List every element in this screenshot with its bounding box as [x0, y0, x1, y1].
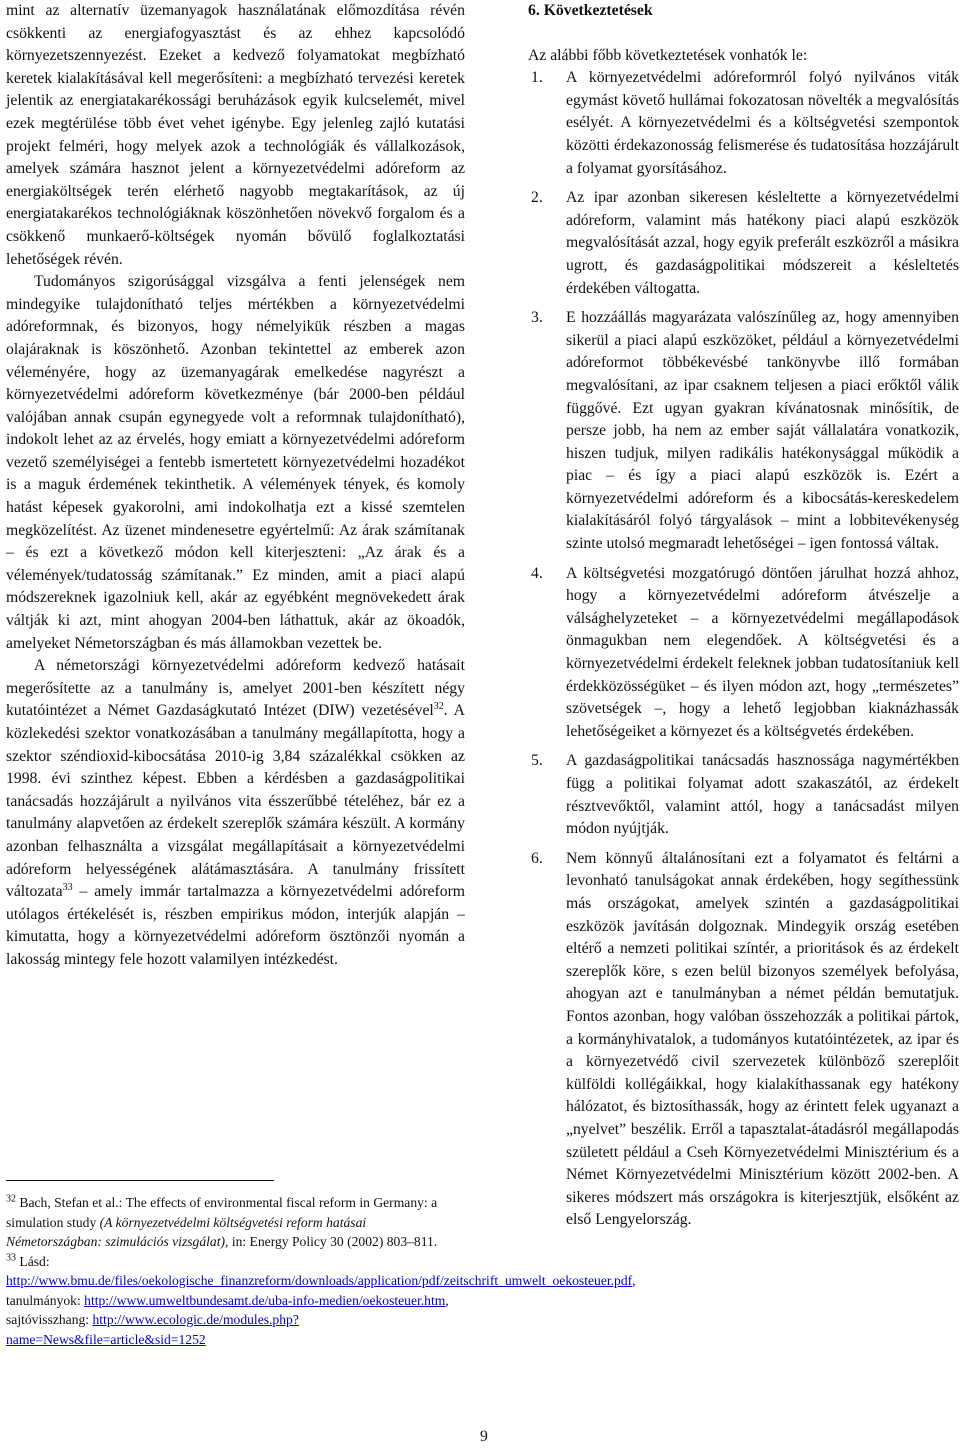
footnote-number: 33 — [6, 1251, 16, 1263]
list-item — [528, 307, 959, 556]
list-item — [528, 750, 959, 840]
list-number: 6. — [531, 849, 543, 867]
footnote-italic: (A környezetvédelmi költségvetési reform hatásai Németországban: szimulációs vizsgálat) — [6, 1214, 367, 1249]
footnote-33 — [6, 1251, 636, 1350]
list-item — [528, 67, 959, 180]
footnote-text: Bach, Stefan et al.: The effects of environmental fiscal reform in Germany: a simulation study — [6, 1195, 438, 1230]
body-paragraph: mint az alternatív üzemanyagok használatának előmozdítása révén csökkenti az energiafogyasztást és az ehhez kapcsolódó környezetszennyezést. Ezeket a kedvező folyamatokat megbízható keretek kialakításával kell megerősíteni: a megbízható tervezési keretek jelentik az energiatakarékossági beruházások egyik kulcselemét, mivel ezek megtérülése több évet vehet igénybe. Egy jelenleg zajló kutatási projekt felméri, hogy melyek azok a technológiák és vállalkozások, amelyek számára hasznot jelent a környezetvédelmi adóreform az energiaköltségek terén elérhető nagyobb megtakarítások, az új energiatakarékos technológiáknak köszönhetően növekvő forgalom és a csökkenő munkaerő-költségek nyomán bővülő foglalkoztatási lehetőségek révén. — [6, 2, 465, 268]
list-item-text: Az ipar azonban sikeresen késleltette a környezetvédelmi adóreform, valamint más hatékony piaci alapú eszközök megvalósítását azzal, hogy egyik preferált eszközről a másikra ugrott, és gazdaságpolitikai módszereit a késleltetés érdekében váltogatta. — [566, 189, 959, 297]
footnote-text: Lásd: — [16, 1253, 50, 1269]
paragraph-text: . A közlekedési szektor vonatkozásában a tanulmány megállapította, hogy a szektor széndioxid-kibocsátása 2010-ig 3,84 százalékkal csökken az 1998. évi szinthez képest. Ebben a kérdésben a gazdaságpolitikai tanácsadás hozzájárult a nyilvános vita ésszerűbbé tételéhez, bár ez a tanulmány alapvetően az érdekelt szereplők számára készült. A kormány azonban felhasználta a vizsgálat megállapításait a környezetvédelmi adóreform helyességének alátámasztására. A tanulmány frissített változata — [6, 702, 466, 901]
right-column — [528, 0, 959, 1239]
list-number: 3. — [531, 309, 543, 327]
footnote-divider — [6, 1180, 274, 1181]
paragraph-text: A németországi környezetvédelmi adóreform kedvező hatásait megerősítette az a tanulmány is, amelyet 2001-ben készített négy kutatóintézet a Német Gazdaságkutató Intézet (DIW) vezetésével — [6, 657, 465, 720]
footnote-text: , tanulmányok: — [6, 1273, 636, 1308]
list-item-text: A költségvetési mozgatórugó döntően járulhat hozzá ahhoz, hogy a környezetvédelmi adóreform átvészelje a válsághelyzeteket – a környezetvédelmi megállapodások önmagukban nem elegendőek. A költségvetési és a környezetvédelmi érdekelt feleknek jobban tudatosítaniuk kell érdekközösségüket – és ilyen módon azt, hogy „természetes” szövetségek –, hogy a lehető legjobban kiaknázhassák lehetőségeiket a környezet és a költségvetés érdekében. — [566, 564, 959, 740]
footnote-ref[interactable]: 32 — [433, 701, 444, 713]
page-number: 9 — [480, 1428, 488, 1445]
list-item — [528, 187, 959, 300]
list-item — [528, 563, 959, 744]
footnote-number: 32 — [6, 1193, 16, 1205]
list-number: 1. — [531, 69, 543, 87]
list-item-text: E hozzáállás magyarázata valószínűleg az, hogy amennyiben sikerül a piaci alapú eszközöket, például a környezetvédelmi adóreformot többékevésbé tankönyvbe illő formában megvalósítani, az ipar csaknem teljesen a piaci erőktől válik függővé. Ezt ugyan gyakran kívánatosnak minősítik, de persze jobb, ha nem az ember saját vállalatára vonatkozik, hiszen tudjuk, milyen radikális hatékonysággal működik a piac – és így a piaci alapú eszközök is. Ezért a környezetvédelmi adóreform és a kibocsátás-kereskedelem kialakításáról folyó tárgyalások – mint a lobbitevékenység szinte utolsó megmaradt lehetőségei – igen fontossá váltak. — [566, 309, 959, 553]
footnote-link-bmu[interactable]: http://www.bmu.de/files/oekologische_finanzreform/downloads/application/pdf/zeitschrift_umwelt_oekosteuer.pdf — [6, 1273, 633, 1288]
paragraph-text: – amely immár tartalmazza a környezetvédelmi adóreform utólagos értékelését is, részben empirikus módon, interjúk alapján – kimutatta, hogy a környezetvédelmi adóreform ösztönzői nyomán a lakosság mintegy fele hozott valamilyen intézkedést. — [6, 883, 465, 968]
list-item-text: A gazdaságpolitikai tanácsadás hasznossága nagymértékben függ a politikai folyamat adott szakaszától, az érdekelt résztvevőktől, valamint attól, hogy a tanácsadást milyen módon nyújtják. — [566, 752, 959, 838]
list-number: 4. — [531, 564, 543, 582]
section-heading: 6. Következtetések — [528, 2, 653, 19]
list-number: 2. — [531, 189, 543, 207]
footnote-ref[interactable]: 33 — [62, 881, 73, 893]
footnotes — [6, 1193, 636, 1349]
footnote-32 — [6, 1193, 465, 1252]
list-item-text: Nem könnyű általánosítani ezt a folyamatot és feltárni a levonható tanulságokat annak érdekében, hogy segíthessünk más országokat, amelyek szintén a gazdaságpolitikai eszközök javításán dolgoznak. Mindegyik ország esetében eltérő a nemzeti politikai színtér, a prioritások és az érdekelt szereplők köre, s ezen belül bizonyos személyek befolyása, ahogyan azt e tanulmányban a német példán bemutatjuk. Fontos azonban, hogy valóban összehozzák a politikai pártok, a kormányhivatalok, a tudományos kutatóintézetek, az ipar és a környezetvédő civil szervezetek különböző szereplőit külföldi kollégáikkal, hogy kialakíthassanak egy hatékony hálózatot, és biztosíthassák, hogy az érintett felek ugyanazt a „nyelvet” beszélik. Erről a tapasztalat-átadásról megállapodás született például a Cseh Környezetvédelmi Minisztérium és a Német Környezetvédelmi Minisztérium között 2002-ben. A sikeres módszert más országokra is kiterjesztjük, elsőként az első Lengyelország. — [566, 849, 959, 1229]
left-column — [6, 0, 465, 972]
footnote-link-ecologic[interactable]: http://www.ecologic.de/modules.php?name=News&file=article&sid=1252 — [6, 1312, 299, 1347]
body-paragraph: Tudományos szigorúsággal vizsgálva a fenti jelenségek nem mindegyike tulajdonítható teljes mértékben a környezetvédelmi adóreformnak, és bizonyos, hogy némelyikük részben a magas olajáraknak is köszönhető. Azonban tekintettel az emberek azon véleményére, hogy az üzemanyagárak emelkedése nagyrészt a környezetvédelmi adóreform következménye (bár 2000-ben például valójában annak csupán egynegyede volt a reformnak tulajdonítható), indokolt lehet az az érvelés, hogy emiatt a környezetvédelmi adóreform vezető személyiségei a fentebb ismertetett környezetvédelmi hozadékot is a maguk érdemének tekinthetik. A vélemények tények, és komoly hatást képesek gyakorolni, ami indokolhatja ezt a kissé szemtelen megközelítést. Az üzenet mindenesetre egyértelmű: Az árak számítanak – és ezt a következő módon kell kiterjeszteni: „Az árak és a vélemények/tudatosság számítanak.” Ez minden, amit a piaci alapú módszereknek igazolniuk kell, akár az egyébként megnövekedett árak váltják ki azt, mint ahogyan 2004-ben láthattuk, akár az ökoadók, amelyeket Németországban és más államokban vezettek be. — [6, 273, 465, 652]
body-paragraph — [6, 655, 465, 971]
list-number: 5. — [531, 752, 543, 770]
conclusions-list — [528, 67, 959, 1232]
footnote-text: , sajtóvisszhang: — [6, 1292, 449, 1327]
footnote-text: , in: Energy Policy 30 (2002) 803–811. — [225, 1234, 438, 1249]
conclusions-intro: Az alábbi főbb következtetések vonhatók le: — [528, 46, 808, 64]
list-item-text: A környezetvédelmi adóreformról folyó nyilvános viták egymást követő hullámai fokozatosan növelték a megvalósítás esélyét. A környezetvédelmi és a költségvetési szempontok közötti érdekazonosság felismerése és tudatosítása hozzájárult a folyamat gyorsításához. — [566, 69, 959, 177]
list-item — [528, 848, 959, 1232]
footnote-link-uba[interactable]: http://www.umweltbundesamt.de/uba-info-medien/oekosteuer.htm — [84, 1292, 446, 1308]
